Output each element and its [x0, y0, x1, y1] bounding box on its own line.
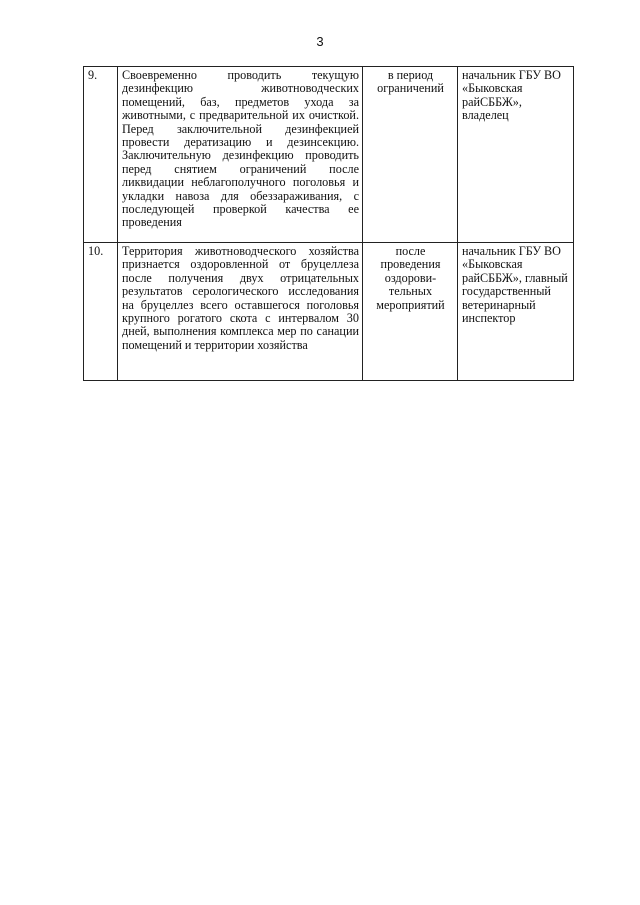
term-text: в период ограничений — [363, 67, 458, 243]
row-number: 9. — [84, 67, 118, 243]
table-row — [84, 243, 574, 381]
measure-text: Своевременно проводить текущую дезинфекцию животноводческих помещений, баз, предметов ухода за животными, с предварительной их очисткой. Перед заключительной дезинфекцией провести дератизацию и дезинсекцию. Заключительную дезинфекцию проводить перед снятием ограничений после ликвидации неблагополучного поголовья и укладки навоза для обеззараживания, с последующей проверкой качества ее проведения — [118, 67, 363, 243]
measures-table — [83, 66, 574, 381]
responsible-text: начальник ГБУ ВО «Быковская райСББЖ», владелец — [458, 67, 574, 243]
term-text: после проведения оздорови-тельных мероприятий — [363, 243, 458, 381]
table-row — [84, 67, 574, 243]
measure-text: Территория животноводческого хозяйства признается оздоровленной от бруцеллеза после получения двух отрицательных результатов серологического исследования на бруцеллез всего оставшегося поголовья крупного рогатого скота с интервалом 30 дней, выполнения комплекса мер по санации помещений и территории хозяйства — [118, 243, 363, 381]
row-number: 10. — [84, 243, 118, 381]
responsible-text: начальник ГБУ ВО «Быковская райСББЖ», главный государственный ветеринарный инспектор — [458, 243, 574, 381]
page-number: 3 — [316, 34, 324, 49]
